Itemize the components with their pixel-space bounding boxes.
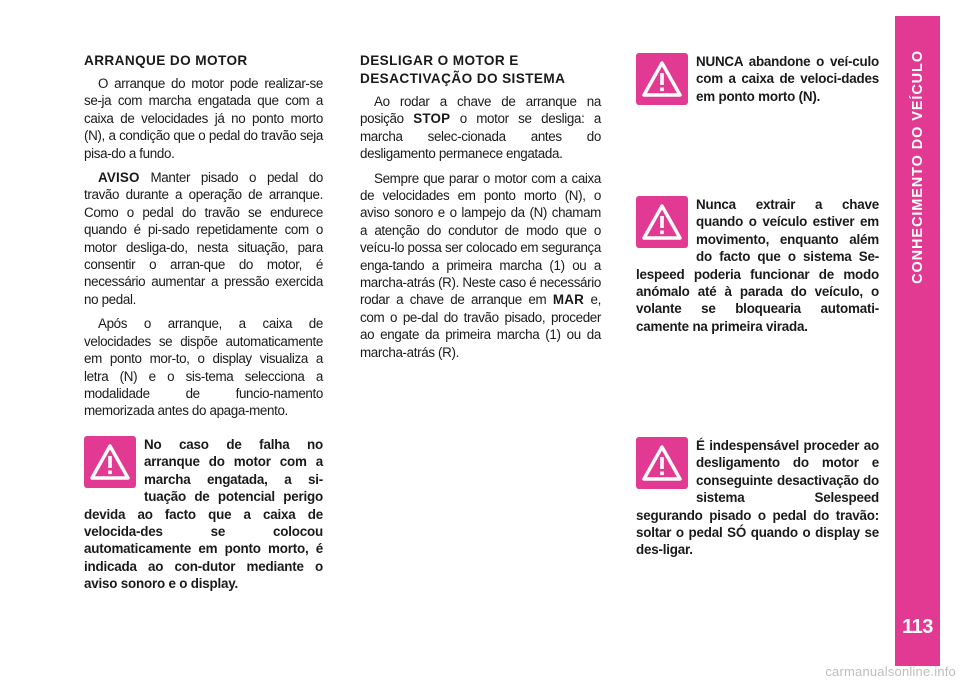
page-number: 113 (902, 616, 933, 638)
warning-start-failure-text: No caso de falha no arranque do motor com a marcha engatada, a si-tuação de potencial perigo devida ao facto que a caixa de velocida-des se colocou automaticamente em ponto morto, é indicada ao con-dutor mediante o aviso sonoro e o display. (84, 437, 323, 592)
warning-never-remove-key-text: Nunca extrair a chave quando o veículo estiver em movimento, enquanto além do facto que o sistema Se-lespeed poderia funcionar de modo anómalo até à parada do veículo, o volante se bloquearia automati-camente na primeira virada. (636, 197, 879, 334)
aviso-text: Manter pisado o pedal do travão durante a operação de arranque. Como o pedal do travão se endurece quando é pi-sado repetidamente com o motor desliga-do, nesta situação, para consentir o arran-que do motor, é necessário aumentar a pressão exercida no pedal. (84, 170, 323, 307)
aviso-label: AVISO (98, 170, 140, 186)
heading-engine-stop: DESLIGAR O MOTOR E DESACTIVAÇÃO DO SISTEMA (360, 53, 566, 86)
warning-brake-text: É indespensável proceder ao desligamento do motor e conseguinte desactivação do sistema Selespeed segurando pisado o pedal do travão: soltar o pedal SÓ quando o display se des-ligar. (636, 438, 879, 558)
warning-triangle-icon (636, 196, 688, 248)
warning-never-leave-neutral (636, 53, 879, 107)
stop-key: STOP (413, 111, 451, 127)
warning-start-failure (84, 436, 323, 593)
stop-text-b: o motor se desliga: a marcha selec-cionada antes do desligamento permanece engatada. (360, 111, 602, 162)
warning-triangle-icon (636, 53, 688, 105)
warning-brake-on-shutdown (636, 437, 879, 559)
paragraph-start-3: Após o arranque, a caixa de velocidades se dispõe automaticamente em ponto mor-to, o display visualiza a letra (N) e o sis-tema selecciona a modalidade de funcio-namento memorizada antes do apaga-mento. (84, 316, 323, 419)
section-title-text: CONHECIMENTO DO VEÍCULO (910, 50, 926, 284)
warning-triangle-icon (84, 436, 136, 488)
column-middle (360, 52, 601, 368)
warning-triangle-icon (636, 437, 688, 489)
watermark: carmanualsonline.info (825, 664, 956, 679)
warning-never-leave-text: NUNCA abandone o veí-culo com a caixa de veloci-dades em ponto morto (N). (696, 54, 879, 104)
paragraph-start-1: O arranque do motor pode realizar-se se-ja com marcha engatada que com a caixa de velocidades já no ponto morto (N), a condição que o pedal do travão seja pisa-do a fundo. (84, 76, 323, 161)
paragraph-stop-1 (360, 93, 601, 163)
section-title (901, 22, 935, 312)
stop-text-a: Ao rodar a chave de arranque na posição (360, 94, 601, 127)
paragraph-warning-note (84, 169, 323, 308)
warning-never-remove-key (636, 196, 879, 335)
column-left (84, 52, 323, 427)
mar-key: MAR (552, 292, 584, 308)
neutral-text-a: Sempre que parar o motor com a caixa de velocidades em ponto morto (N), o aviso sonoro e o lampejo da (N) chamam a atenção do condutor de modo que o veícu-lo possa ser colocado em segurança enga-tando a primeira marcha (1) ou a marcha-atrás (R). Neste caso é necessário rodar a chave de arranque em (360, 170, 601, 308)
paragraph-stop-2 (360, 170, 601, 361)
heading-engine-start: ARRANQUE DO MOTOR (84, 53, 248, 68)
neutral-text-b: e, com o pe-dal do travão pisado, proceder ao engate da primeira marcha (1) ou da marcha-atrás (R). (360, 292, 601, 360)
